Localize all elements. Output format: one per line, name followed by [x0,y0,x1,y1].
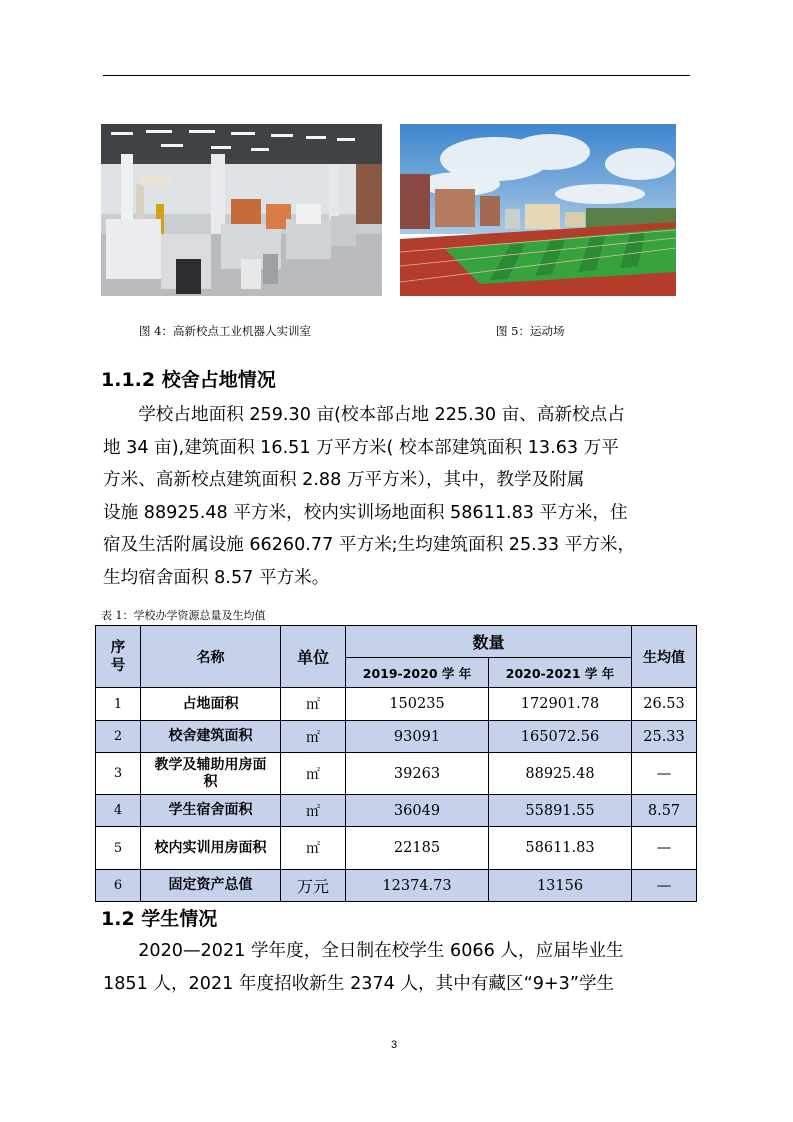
section-heading-1-2: 1.2 学生情况 [101,908,218,930]
land-use-paragraph [103,399,693,594]
row-per-student: — [632,870,697,902]
row-value-2019: 12374.73 [346,870,489,902]
row-index: 6 [96,870,141,902]
row-index: 2 [96,721,141,753]
row-unit: ㎡ [281,753,346,795]
row-unit: ㎡ [281,721,346,753]
row-index: 3 [96,753,141,795]
row-value-2020: 165072.56 [489,721,632,753]
row-per-student: 25.33 [632,721,697,753]
resources-table [95,625,697,902]
row-value-2019: 22185 [346,827,489,870]
row-value-2020: 55891.55 [489,795,632,827]
table-row [96,688,697,721]
robot-training-room-photo [101,124,382,296]
paragraph-line: 设施 88925.48 平方米，校内实训场地面积 58611.83 平方米，住 [103,502,628,523]
row-name: 学生宿舍面积 [141,795,281,827]
paragraph-line: 1851 人，2021 年度招收新生 2374 人，其中有藏区“9+3”学生 [103,973,615,994]
row-value-2020: 58611.83 [489,827,632,870]
row-value-2020: 88925.48 [489,753,632,795]
students-paragraph [103,935,693,1000]
row-per-student: 8.57 [632,795,697,827]
section-heading-1-1-2: 1.1.2 校舍占地情况 [101,369,276,391]
row-per-student: — [632,827,697,870]
row-name: 教学及辅助用房面积 [141,753,281,795]
row-index: 1 [96,688,141,721]
figure-5-caption: 图 5：运动场 [496,324,565,338]
header-rule [103,75,690,76]
row-unit: ㎡ [281,688,346,721]
row-value-2019: 39263 [346,753,489,795]
row-name: 占地面积 [141,688,281,721]
header-quantity: 数量 [346,626,632,658]
header-year-2020-2021: 2020-2021 学 年 [489,658,632,688]
table-row [96,827,697,870]
table-1-caption: 表 1：学校办学资源总量及生均值 [101,609,266,622]
paragraph-line: 学校占地面积 259.30 亩(校本部占地 225.30 亩、高新校点占 [103,405,625,425]
paragraph-line: 2020—2021 学年度，全日制在校学生 6066 人，应届毕业生 [103,941,624,961]
row-per-student: 26.53 [632,688,697,721]
header-year-2019-2020: 2019-2020 学 年 [346,658,489,688]
figure-4-caption: 图 4：高新校点工业机器人实训室 [139,324,311,338]
row-index: 4 [96,795,141,827]
table-row [96,753,697,795]
row-value-2020: 13156 [489,870,632,902]
row-value-2020: 172901.78 [489,688,632,721]
table-header-row [96,626,697,658]
page-number: 3 [391,1039,398,1051]
paragraph-line: 宿及生活附属设施 66260.77 平方米;生均建筑面积 25.33 平方米， [103,535,636,555]
row-unit: ㎡ [281,795,346,827]
paragraph-line: 地 34 亩),建筑面积 16.51 万平方米( 校本部建筑面积 13.63 万平 [103,437,619,458]
row-name: 校内实训用房面积 [141,827,281,870]
header-seq: 序号 [96,626,141,688]
row-unit: 万元 [281,870,346,902]
row-value-2019: 150235 [346,688,489,721]
table-row [96,721,697,753]
paragraph-line: 生均宿舍面积 8.57 平方米。 [103,567,330,588]
table-row [96,795,697,827]
sports-field-photo [400,124,676,296]
row-index: 5 [96,827,141,870]
paragraph-line: 方米、高新校点建筑面积 2.88 万平方米），其中，教学及附属 [103,470,585,490]
header-name: 名称 [141,626,281,688]
row-unit: ㎡ [281,827,346,870]
row-name: 校舍建筑面积 [141,721,281,753]
row-value-2019: 93091 [346,721,489,753]
row-name: 固定资产总值 [141,870,281,902]
row-per-student: — [632,753,697,795]
header-unit: 单位 [281,626,346,688]
row-value-2019: 36049 [346,795,489,827]
table-row [96,870,697,902]
header-per-student: 生均值 [632,626,697,688]
